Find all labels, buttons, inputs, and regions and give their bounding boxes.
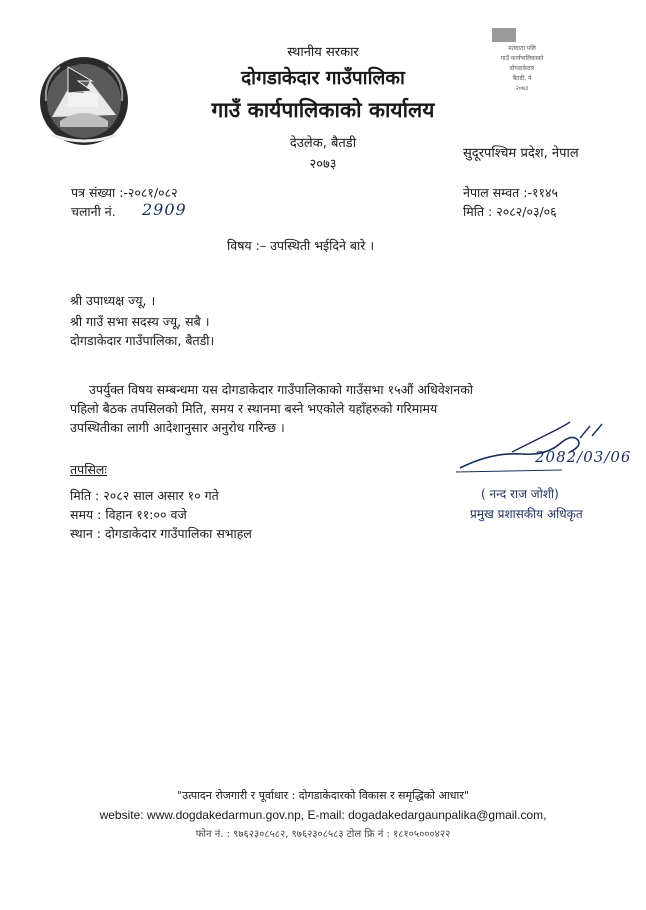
body-line-3: उपस्थितीका लागी आदेशानुसार अनुरोध गरिन्छ । xyxy=(70,420,285,435)
signature-scribble-icon xyxy=(452,412,622,482)
signatory-name: ( नन्द राज जोशी) xyxy=(481,487,559,501)
details-venue: स्थान : दोगडाकेदार गाउँपालिका सभाहल xyxy=(70,526,252,541)
header-established-year: २०७३ xyxy=(309,157,337,172)
seal-text-3: दोगडाकेदार xyxy=(509,65,535,72)
nepal-emblem-icon xyxy=(38,55,130,147)
header-office-name: गाउँ कार्यपालिकाको कार्यालय xyxy=(211,98,435,122)
nepal-samvat: नेपाल सम्वत :-११४५ xyxy=(463,185,559,200)
letter-date: मिति : २०८२/०३/०६ xyxy=(463,204,557,219)
footer-phone: फोन नं. : ९७६२३०८५८२, ९७६२३०८५८३ टोल फ्रि नं : १८१०५०००४२२ xyxy=(195,829,451,840)
header-address: देउलेक, बैतडी xyxy=(289,136,357,151)
signature-date-handwritten: 2082/03/06 xyxy=(535,448,632,466)
footer-website-email: website: www.dogdakedarmun.gov.np, E-mail: dogadakedargaunpalika@gmail.com, xyxy=(99,808,547,822)
details-time: समय : विहान ११:०० वजे xyxy=(70,507,187,522)
subject-line: विषय :– उपस्थिती भईदिने बारे । xyxy=(227,238,375,253)
signatory-title: प्रमुख प्रशासकीय अधिकृत xyxy=(470,507,583,521)
recipient-1: श्री उपाध्यक्ष ज्यू, । xyxy=(70,293,156,308)
seal-text-2: गाउँ कार्यपालिकाको xyxy=(500,55,544,62)
footer-slogan: "उत्पादन रोजगारी र पूर्वाधार : दोगडाकेदारको विकास र समृद्धिको आधार" xyxy=(177,789,469,802)
seal-text-4: बैतडी, ने xyxy=(512,75,532,82)
header-province: सुदूरपश्चिम प्रदेश, नेपाल xyxy=(463,146,579,161)
recipient-3: दोगडाकेदार गाउँपालिका, बैतडी। xyxy=(70,333,215,348)
letter-number: पत्र संख्या :-२०८१/०८२ xyxy=(71,185,178,200)
dispatch-number-label: चलानी नं. xyxy=(71,204,116,219)
header-local-government: स्थानीय सरकार xyxy=(287,45,359,60)
header-municipality-name: दोगडाकेदार गाउँपालिका xyxy=(241,67,405,89)
body-line-1: उपर्युक्त विषय सम्बन्धमा यस दोगडाकेदार गाउँपालिकाको गाउँसभा १५औं अधिवेशनको xyxy=(89,382,474,397)
details-heading: तपसिलः xyxy=(70,462,107,477)
recipient-2: श्री गाउँ सभा सदस्य ज्यू, सबै । xyxy=(70,314,210,329)
office-seal-icon xyxy=(486,26,558,106)
seal-text-1: मतदाता पलि xyxy=(508,45,536,52)
dispatch-number-handwritten: 2909 xyxy=(142,200,187,219)
body-line-2: पहिलो बैठक तपसिलको मिति, समय र स्थानमा बस्ने भएकोले यहाँहरुको गरिमामय xyxy=(70,401,438,416)
details-date: मिति : २०८२ साल असार १० गते xyxy=(70,488,219,503)
seal-text-5: २०७३ xyxy=(515,85,529,92)
